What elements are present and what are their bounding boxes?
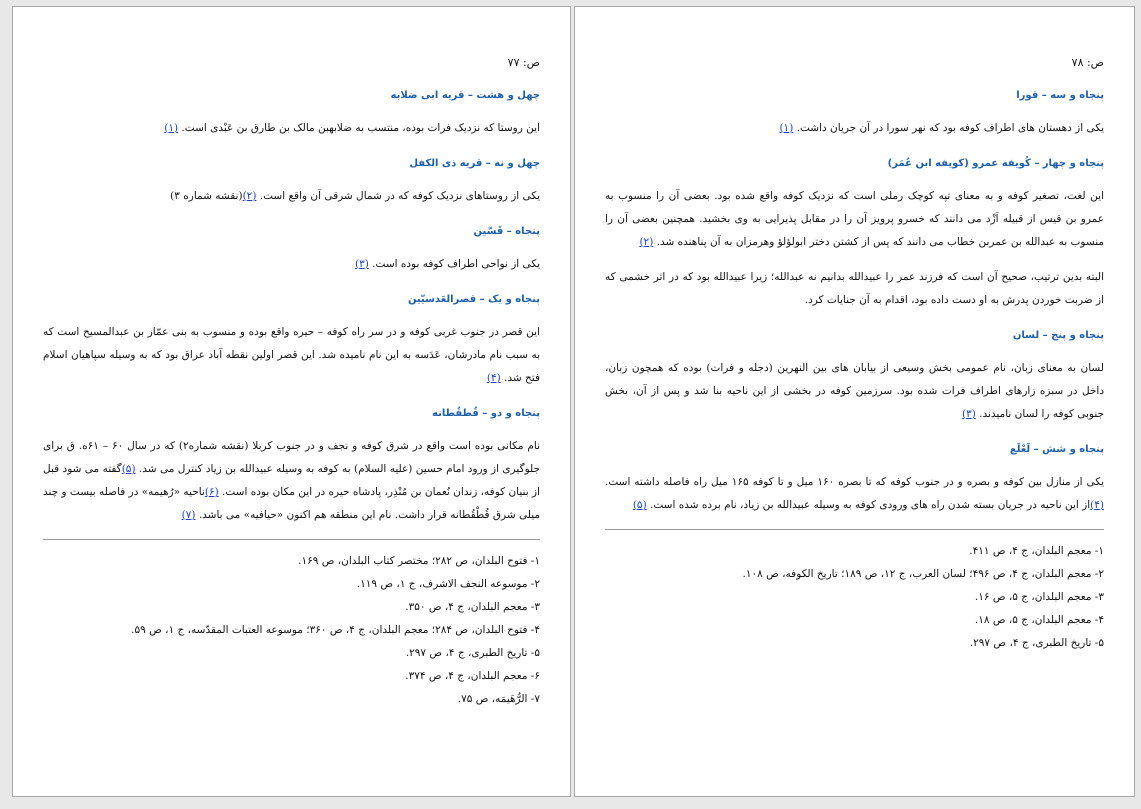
footnote-link[interactable]: (۶) <box>204 486 219 498</box>
section-heading: چهل و نه – قریه ذی الکفل <box>409 158 540 169</box>
sections <box>43 84 540 527</box>
section-heading: پنجاه و یک – قصرالعَدسیّین <box>407 294 540 305</box>
section-heading: پنجاه – قَسّین <box>473 226 540 237</box>
footnote-link[interactable]: (۳) <box>961 408 976 420</box>
footnote-link[interactable]: (۷) <box>181 509 196 521</box>
footnote-item: ۱- فتوح البلدان، ص ۲۸۲؛ مختصر کتاب البلدان، ص ۱۶۹. <box>298 555 540 567</box>
paragraph-text: یکی از منازل بین کوفه و بصره و در جنوب کوفه که تا بصره ۱۶۰ میل و تا کوفه ۱۶۵ میل راه فاصله داشته است. <box>605 476 1105 488</box>
paragraph-text: البته بدین ترتیب، صحیح آن است که فرزند عمر را عبیدالله بدانیم نه عبدالله؛ زیرا عبیدالله بود که در اثر خشمی که از ضربت خوردن پدرش به او دست داده بود، اقدام به آن جنایات کرد. <box>605 271 1104 306</box>
footnote-item: ۷- الرُّهَیمَه، ص ۷۵. <box>457 693 540 705</box>
paragraph-text: یکی از روستاهای نزدیک کوفه که در شمال شرقی آن واقع است. <box>256 190 540 202</box>
section-paragraph <box>43 117 540 140</box>
section-paragraph <box>43 185 540 208</box>
footnote-item: ۲- معجم البلدان، ج ۴، ص ۴۹۶؛ لسان العرب، ج ۱۲، ص ۱۸۹؛ تاریخ الکوفه، ص ۱۰۸. <box>742 568 1104 580</box>
section-paragraph <box>605 117 1104 140</box>
section-heading: پنجاه و شش – لَعْلَع <box>1009 444 1104 455</box>
section-heading: چهل و هشت – قریه ابی ضلابه <box>390 90 540 101</box>
section-paragraph <box>43 253 540 276</box>
footnote-link[interactable]: (۵) <box>632 499 647 511</box>
section-heading: پنجاه و چهار – کُویفه عمرو (کویفه ابن عُمَر) <box>887 158 1104 169</box>
section-heading: پنجاه و دو – قُطقُطانه <box>432 408 540 419</box>
footnote-link[interactable]: (۵) <box>121 463 136 475</box>
footnote-item: ۴- معجم البلدان، ج ۵، ص ۱۸. <box>974 614 1104 626</box>
paragraph-text: لسان به معنای زبان، نام عمومی بخش وسیعی از بیابان های بین النهرین (دجله و فرات) بوده که همچون زبان، داخل در سبزه زارهای اطراف فرات شده بود. سرزمین کوفه در بخشی از این ناحیه بنا شد و پس از آن، بخش جنوبی کوفه را لسان نامیدند. <box>605 362 1104 420</box>
section-heading: پنجاه و پنج – لسان <box>1012 330 1104 341</box>
paragraph-text: ناحیه «رُهیمه» در فاصله بیست و چند میلی شرق قُطْقُطانه قرار داشت. نام این منطقه هم اکنون «حیافیه» می باشد. <box>43 486 540 521</box>
page-content <box>43 51 540 711</box>
footnote-link[interactable]: (۲) <box>242 190 257 202</box>
sections <box>605 84 1104 517</box>
document-page-left <box>12 6 571 797</box>
page-number: ص: ۷۷ <box>507 56 540 69</box>
footnote-item: ۶- معجم البلدان، ج ۴، ص ۳۷۴. <box>405 670 540 682</box>
footnote-link[interactable]: (۴) <box>486 372 501 384</box>
footnote-item: ۲- موسوعه النجف الاشرف، ج ۱، ص ۱۱۹. <box>356 578 540 590</box>
paragraph-text: گفته می شود قبل از بنیان کوفه، زندان نُعمان بن مُنْذِر، پادشاه حیره در این مکان بوده است. <box>43 463 540 498</box>
footnote-link[interactable]: (۲) <box>639 236 654 248</box>
section-paragraph <box>605 266 1104 312</box>
footnote-item: ۴- فتوح البلدان، ص ۲۸۴؛ معجم البلدان، ج ۴، ص ۳۶۰؛ موسوعه العتبات المقدّسه، ج ۱، ص ۵۹. <box>131 624 540 636</box>
paragraph-text: یکی از نواحی اطراف کوفه بوده است. <box>368 258 540 270</box>
footnote-item: ۵- تاریخ الطبری، ج ۴، ص ۲۹۷. <box>405 647 540 659</box>
page-number: ص: ۷۸ <box>1071 56 1104 69</box>
footnote-item: ۳- معجم البلدان، ج ۴، ص ۳۵۰. <box>405 601 540 613</box>
section-paragraph <box>43 435 540 527</box>
paragraph-text: این لغت، تصغیر کوفه و به معنای تپه کوچک رملی است که نزدیک کوفه واقع شده بود. بعضی آن را منسوب به عمرو بن قیس از قبیله اَزْد می دانند که خسرو پرویز آن را در مقابل پذیرایی به وی بخشید. همچنین بعضی آن را منسوب به عبدالله بن عمربن خطاب می دانند که پس از کشتن دختر ابولؤلؤ وهرمزان به آن پناهنده شد. <box>605 190 1104 248</box>
section-paragraph <box>43 321 540 390</box>
section-heading: پنجاه و سه – قورا <box>1016 90 1104 101</box>
paragraph-text: (نقشه شماره ۳) <box>170 190 243 202</box>
paragraph-text: نام مکانی بوده است واقع در شرق کوفه و نجف و در جنوب کربلا (نقشه شماره۲) که در سال ۶۰ – ۶۱ه. ق برای جلوگیری از ورود امام حسین (علیه السلام) به کوفه به وسیله عبیدالله بن زیاد کنترل می شد. <box>43 440 540 475</box>
section-paragraph <box>605 471 1104 517</box>
footnote-separator <box>43 539 540 540</box>
footnote-separator <box>605 529 1104 530</box>
footnote-link[interactable]: (۱) <box>779 122 794 134</box>
footnotes-list <box>605 540 1104 655</box>
paragraph-text: این قصر در جنوب غربی کوفه و در سر راه کوفه – حیره واقع بوده و منسوب به بنی عمّار بن عبدالمسیح است که به سبب نام مادرشان، عَدَسه به این نام نامیده شد. این قصر اولین نقطه آباد عراق بود که به وسیله سپاهیان اسلام فتح شد. <box>43 326 540 384</box>
footnotes-list <box>43 550 540 711</box>
footnote-item: ۳- معجم البلدان، ج ۵، ص ۱۶. <box>974 591 1104 603</box>
paragraph-text: از این ناحیه در جریان بسته شدن راه های ورودی کوفه به وسیله عبیدالله بن زیاد، نام برده شده است. <box>646 499 1091 511</box>
footnote-item: ۱- معجم البلدان، ج ۴، ص ۴۱۱. <box>969 545 1104 557</box>
footnote-item: ۵- تاریخ الطبری، ج ۴، ص ۲۹۷. <box>969 637 1104 649</box>
page-content <box>605 51 1104 655</box>
footnote-link[interactable]: (۳) <box>354 258 369 270</box>
document-page-right <box>574 6 1135 797</box>
section-paragraph <box>605 185 1104 254</box>
footnote-link[interactable]: (۱) <box>164 122 179 134</box>
paragraph-text: این روستا که نزدیک فرات بوده، منتسب به ضلابهبن مالک بن طارق بن عَبْدی است. <box>178 122 540 134</box>
footnote-link[interactable]: (۴) <box>1090 499 1104 511</box>
section-paragraph <box>605 357 1104 426</box>
paragraph-text: یکی از دهستان های اطراف کوفه بود که نهر سورا در آن جریان داشت. <box>793 122 1104 134</box>
